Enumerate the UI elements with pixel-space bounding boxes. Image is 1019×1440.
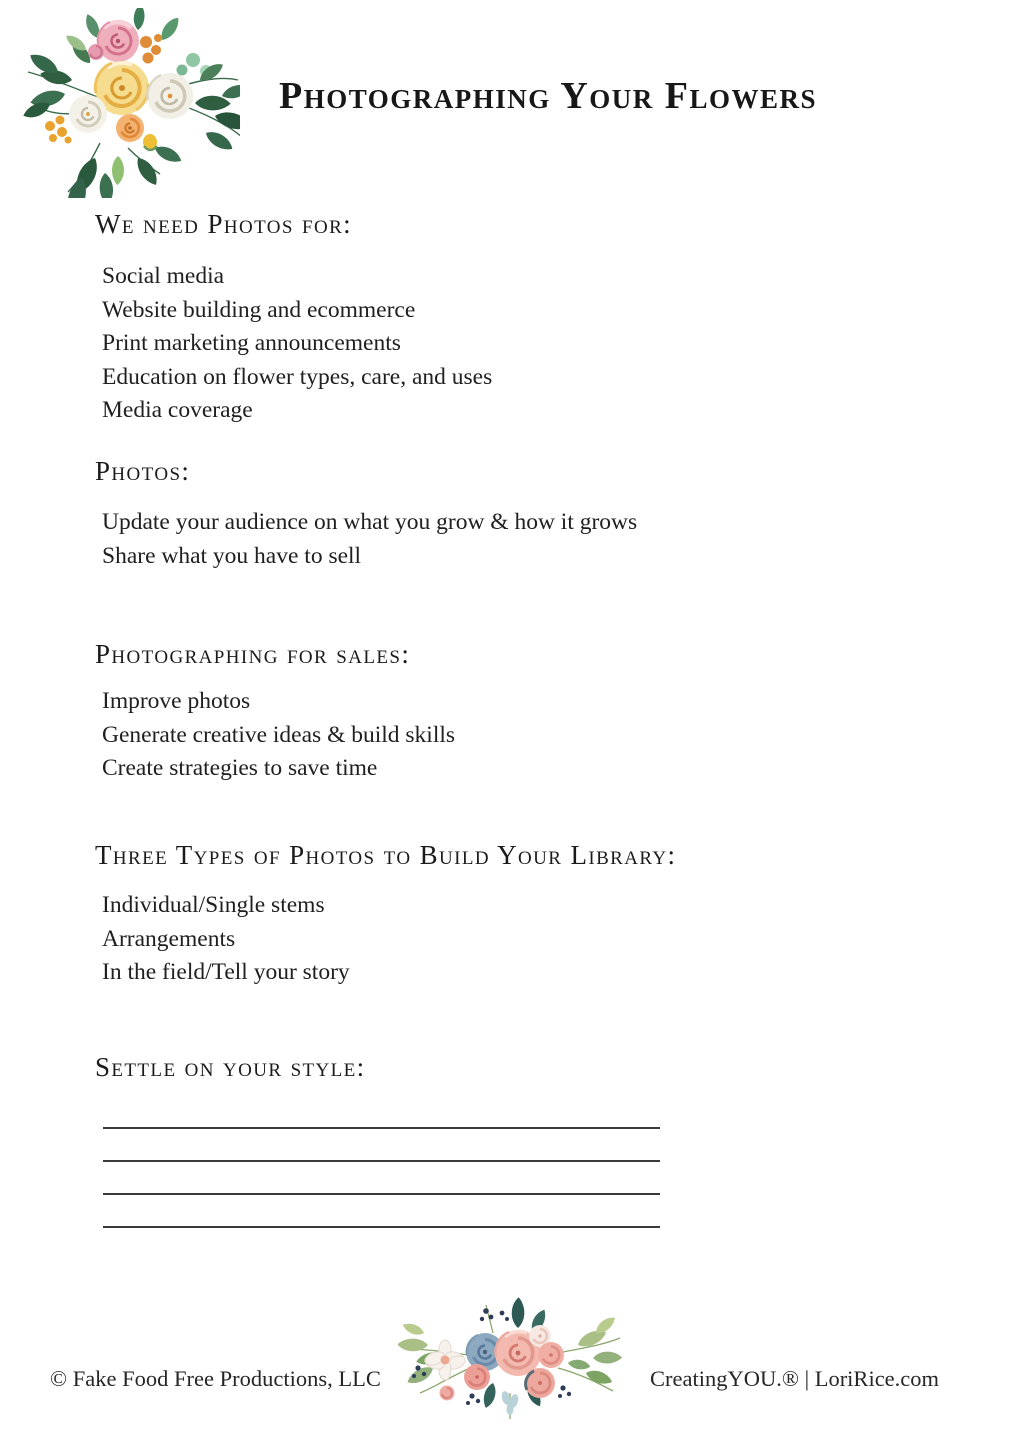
floral-bouquet-top-left — [10, 8, 240, 198]
footer-copyright: © Fake Food Free Productions, LLC — [50, 1366, 381, 1391]
list-item: Arrangements — [102, 925, 236, 952]
heading-three-types-of-photos: Three Types of Photos to Build Your Library: — [95, 840, 677, 870]
list-item: Create strategies to save time — [102, 755, 378, 781]
write-line — [103, 1160, 660, 1162]
list-item: Print marketing announcements — [102, 330, 401, 356]
list-item: In the field/Tell your story — [102, 959, 350, 985]
list-item: Individual/Single stems — [102, 892, 325, 918]
heading-we-need-photos-for: We need Photos for: — [95, 209, 353, 239]
list-item: Website building and ecommerce — [102, 296, 416, 323]
heading-photographing-for-sales: Photographing for sales: — [95, 639, 411, 669]
write-line — [103, 1193, 660, 1195]
footer-branding: CreatingYOU.® | LoriRice.com — [650, 1366, 940, 1391]
list-photographing-for-sales — [102, 685, 455, 786]
list-item: Update your audience on what you grow & how it grows — [102, 509, 638, 535]
list-three-types-of-photos — [102, 889, 350, 990]
page-title: Photographing Your Flowers — [279, 75, 818, 117]
list-item: Improve photos — [102, 688, 251, 714]
list-item: Social media — [102, 263, 225, 289]
list-we-need-photos-for — [102, 260, 492, 428]
heading-photos: Photos: — [95, 456, 191, 486]
write-line — [103, 1127, 660, 1129]
list-item: Share what you have to sell — [102, 542, 362, 569]
list-item: Generate creative ideas & build skills — [102, 721, 456, 748]
list-item: Media coverage — [102, 397, 253, 423]
list-photos — [102, 506, 637, 573]
heading-settle-on-your-style: Settle on your style: — [95, 1052, 366, 1082]
write-line — [103, 1226, 660, 1228]
floral-bouquet-bottom-center — [398, 1293, 628, 1428]
list-item: Education on flower types, care, and uses — [102, 363, 493, 390]
